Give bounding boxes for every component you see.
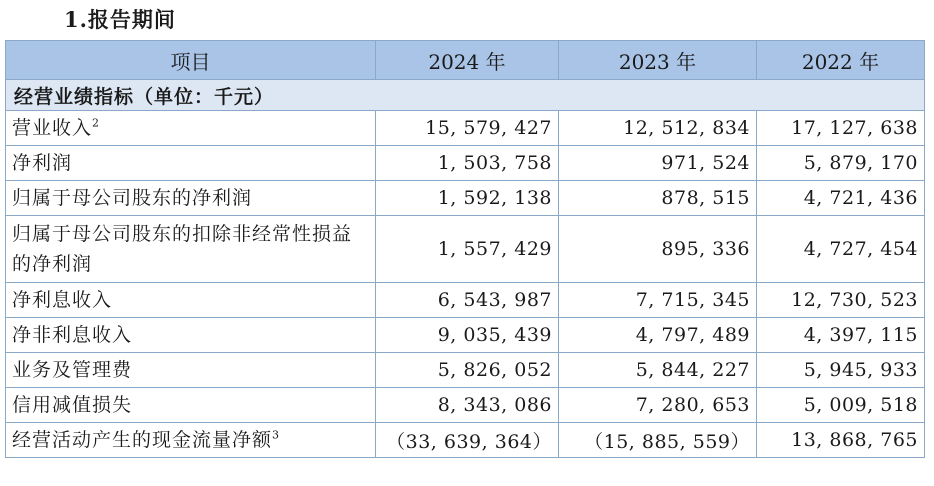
table-row [6,283,925,318]
cell-2024: 1, 592, 138 [376,181,559,216]
cell-2023: （15, 885, 559） [559,423,757,458]
row-label: 净利润 [6,146,376,181]
cell-2023: 12, 512, 834 [559,111,757,146]
table-row [6,388,925,423]
row-label: 净非利息收入 [6,318,376,353]
cell-2022: 12, 730, 523 [757,283,925,318]
header-2023: 2023 年 [559,41,757,80]
cell-2023: 878, 515 [559,181,757,216]
row-label: 营业收入$^2$ [6,111,376,146]
table-row [6,423,925,458]
report-period-table [5,40,925,458]
cell-2022: 17, 127, 638 [757,111,925,146]
cell-2024: 15, 579, 427 [376,111,559,146]
footnote-marker: 3 [272,428,281,442]
table-row [6,146,925,181]
row-label: 业务及管理费 [6,353,376,388]
cell-2024: （33, 639, 364） [376,423,559,458]
table-row [6,181,925,216]
cell-2024: 5, 826, 052 [376,353,559,388]
table-header-row [6,41,925,80]
row-label: 经营活动产生的现金流量净额$^3$ [6,423,376,458]
table-row [6,318,925,353]
cell-2023: 4, 797, 489 [559,318,757,353]
cell-2023: 5, 844, 227 [559,353,757,388]
cell-2023: 7, 715, 345 [559,283,757,318]
cell-2024: 8, 343, 086 [376,388,559,423]
cell-2024: 9, 035, 439 [376,318,559,353]
header-item: 项目 [6,41,376,80]
row-label: 归属于母公司股东的净利润 [6,181,376,216]
table-row [6,111,925,146]
cell-2022: 13, 868, 765 [757,423,925,458]
cell-2022: 4, 721, 436 [757,181,925,216]
table-row [6,353,925,388]
row-label: 归属于母公司股东的扣除非经常性损益的净利润 [6,216,376,283]
cell-2024: 1, 503, 758 [376,146,559,181]
group-row [6,80,925,111]
header-2022: 2022 年 [757,41,925,80]
header-2024: 2024 年 [376,41,559,80]
cell-2022: 5, 009, 518 [757,388,925,423]
table-row [6,216,925,283]
cell-2022: 5, 879, 170 [757,146,925,181]
cell-2024: 1, 557, 429 [376,216,559,283]
cell-2022: 4, 397, 115 [757,318,925,353]
section-title: 1.报告期间 [64,7,176,32]
cell-2023: 7, 280, 653 [559,388,757,423]
row-label: 净利息收入 [6,283,376,318]
row-label: 信用减值损失 [6,388,376,423]
footnote-marker: 2 [92,116,101,130]
cell-2024: 6, 543, 987 [376,283,559,318]
cell-2022: 4, 727, 454 [757,216,925,283]
group-label: 经营业绩指标（单位：千元） [6,80,925,111]
cell-2022: 5, 945, 933 [757,353,925,388]
cell-2023: 971, 524 [559,146,757,181]
cell-2023: 895, 336 [559,216,757,283]
